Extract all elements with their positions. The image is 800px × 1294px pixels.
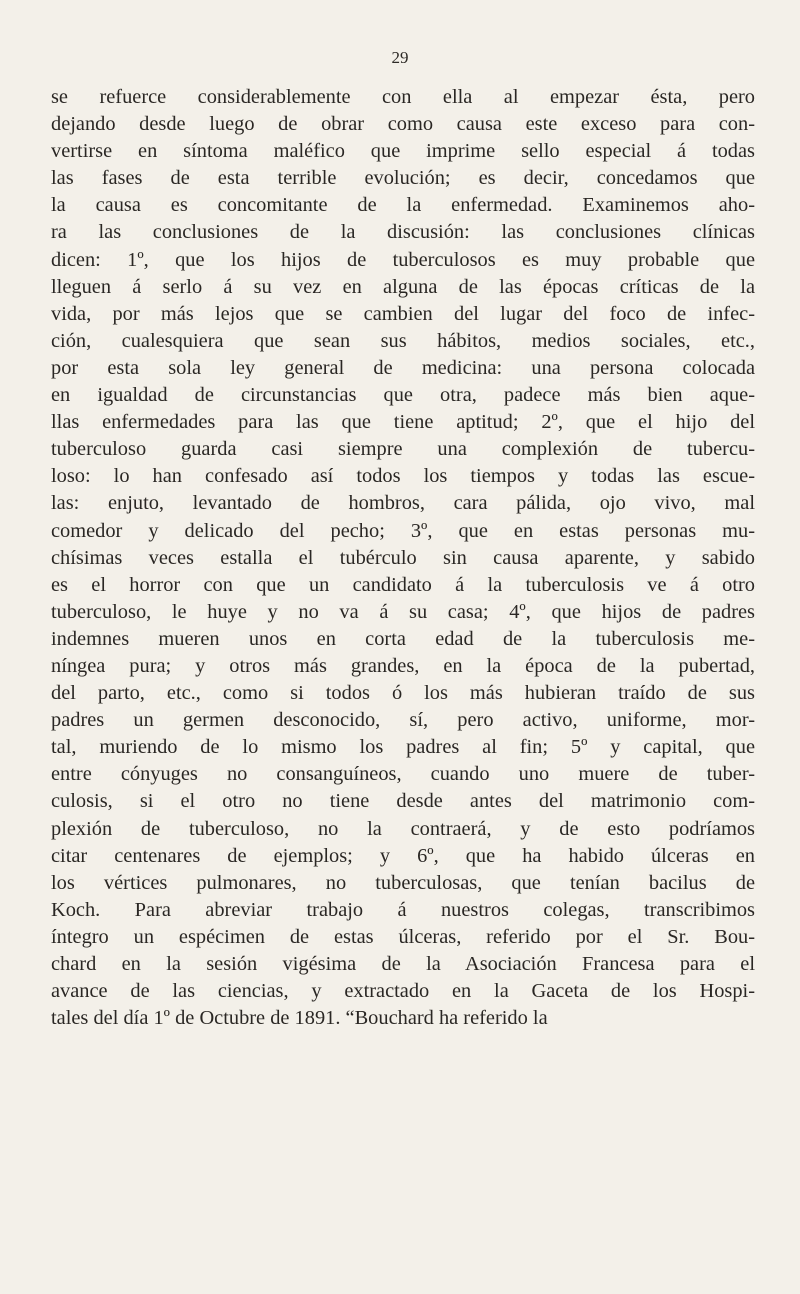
text-line: dicen: 1º, que los hijos de tuberculosos es muy probable que xyxy=(51,248,755,271)
text-line: tuberculoso, le huye y no va á su casa; 4º, que hijos de padres xyxy=(51,600,755,623)
text-line: dejando desde luego de obrar como causa este exceso para con- xyxy=(51,113,755,136)
text-line: chard en la sesión vigésima de la Asociación Francesa para el xyxy=(51,953,755,975)
text-line: avance de las ciencias, y extractado en la Gaceta de los Hospi- xyxy=(51,980,755,1003)
text-line: ra las conclusiones de la discusión: las conclusiones clínicas xyxy=(51,221,755,244)
text-line: se refuerce considerablemente con ella al empezar ésta, pero xyxy=(51,86,755,108)
text-line: las fases de esta terrible evolución; es decir, concedamos que xyxy=(51,167,755,190)
text-line: íntegro un espécimen de estas úlceras, referido por el Sr. Bou- xyxy=(51,925,755,948)
text-line: vertirse en síntoma maléfico que imprime sello especial á todas xyxy=(51,140,755,163)
body-text xyxy=(51,84,755,1032)
text-line: chísimas veces estalla el tubérculo sin causa aparente, y sabido xyxy=(51,546,755,569)
text-line: culosis, si el otro no tiene desde antes del matrimonio com- xyxy=(51,790,755,813)
text-line: níngea pura; y otros más grandes, en la época de la pubertad, xyxy=(51,654,755,677)
text-line: tuberculoso guarda casi siempre una complexión de tubercu- xyxy=(51,438,755,461)
text-line: del parto, etc., como si todos ó los más hubieran traído de sus xyxy=(51,682,755,705)
text-line: citar centenares de ejemplos; y 6º, que ha habido úlceras en xyxy=(51,844,755,867)
text-line: la causa es concomitante de la enfermedad. Examinemos aho- xyxy=(51,194,755,217)
text-line: loso: lo han confesado así todos los tiempos y todas las escue- xyxy=(51,465,755,488)
text-line: indemnes mueren unos en corta edad de la tuberculosis me- xyxy=(51,627,755,650)
text-line: entre cónyuges no consanguíneos, cuando uno muere de tuber- xyxy=(51,763,755,786)
text-line: plexión de tuberculoso, no la contraerá, y de esto podríamos xyxy=(51,817,755,840)
text-line: Koch. Para abreviar trabajo á nuestros colegas, transcribimos xyxy=(51,898,755,921)
text-line: los vértices pulmonares, no tuberculosas, que tenían bacilus de xyxy=(51,871,755,894)
text-line: padres un germen desconocido, sí, pero activo, uniforme, mor- xyxy=(51,709,755,732)
page-number: 29 xyxy=(391,48,409,67)
text-line: por esta sola ley general de medicina: una persona colocada xyxy=(51,356,755,379)
text-line: las: enjuto, levantado de hombros, cara pálida, ojo vivo, mal xyxy=(51,492,755,515)
text-line: vida, por más lejos que se cambien del lugar del foco de infec- xyxy=(51,302,755,325)
text-line: es el horror con que un candidato á la tuberculosis ve á otro xyxy=(51,573,755,596)
text-line: comedor y delicado del pecho; 3º, que en estas personas mu- xyxy=(51,519,755,542)
text-line: lleguen á serlo á su vez en alguna de las épocas críticas de la xyxy=(51,275,755,298)
text-line: ción, cualesquiera que sean sus hábitos, medios sociales, etc., xyxy=(51,329,755,352)
text-line: tal, muriendo de lo mismo los padres al fin; 5º y capital, que xyxy=(51,736,755,759)
text-line: llas enfermedades para las que tiene aptitud; 2º, que el hijo del xyxy=(51,411,755,434)
text-line: tales del día 1º de Octubre de 1891. “Bouchard ha referido la xyxy=(51,1007,548,1030)
text-line: en igualdad de circunstancias que otra, padece más bien aque- xyxy=(51,384,755,407)
